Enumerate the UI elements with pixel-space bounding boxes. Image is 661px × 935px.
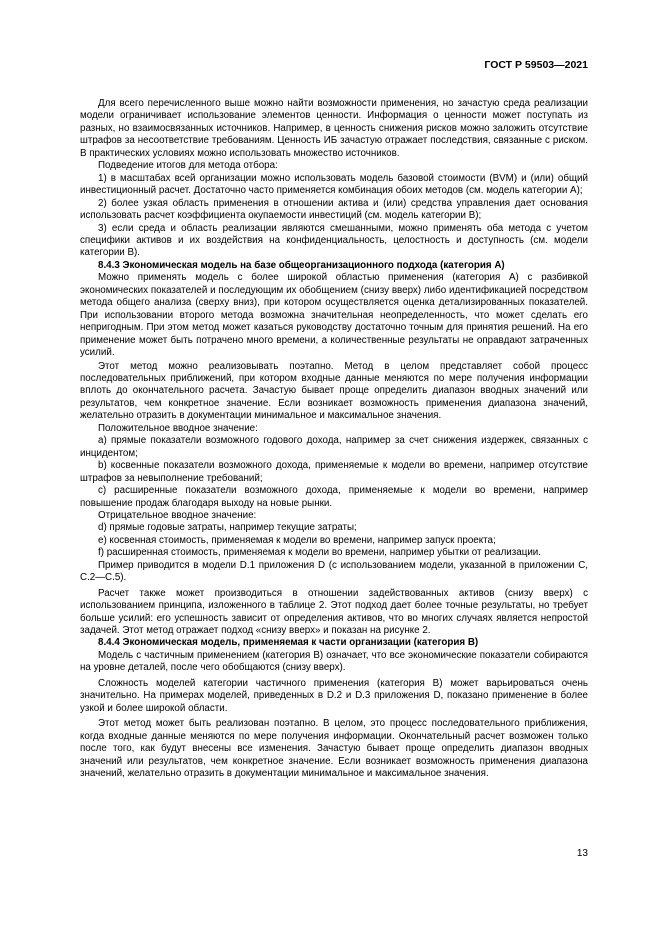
- list-item: f) расширенная стоимость, применяемая к модели во времени, например убытки от реализации.: [98, 547, 541, 559]
- page-body: [80, 98, 588, 780]
- paragraph: Отрицательное вводное значение:: [98, 509, 257, 521]
- paragraph: Этот метод может быть реализован поэтапно. В целом, это процесс последовательного приближения, когда входные данные меняются по мере получения информации. Окончательный расчет возможен только после того, как будут внесены все изменения. Зачастую бывает проще определить диапазон вводных значений или результатов, чем конкретное значение. Если возникает возможность применения диапазона значений, желательно отразить в документации минимальное и максимальное значения.: [80, 718, 588, 780]
- paragraph: Сложность моделей категории частичного применения (категория В) может варьироваться очень значительно. На примерах моделей, приведенных в D.2 и D.3 приложения D, показано применение в более узкой и более широкой области.: [80, 677, 588, 714]
- paragraph: Положительное вводное значение:: [98, 422, 258, 434]
- list-item: c) расширенные показатели возможного дохода, применяемые к модели во времени, например повышение продаж благодаря выходу на новые рынки.: [80, 485, 588, 509]
- list-item: e) косвенная стоимость, применяемая к модели во времени, например запуск проекта;: [98, 534, 496, 546]
- list-item: a) прямые показатели возможного годового дохода, например за счет снижения издержек, связанных с инцидентом;: [80, 435, 588, 459]
- list-item: 2) более узкая область применения в отношении актива и (или) средства управления дает основания использовать расчет коэффициента окупаемости инвестиций (см. модель категории В);: [80, 197, 588, 222]
- document-id-header: ГОСТ Р 59503—2021: [484, 59, 588, 71]
- page-number: 13: [576, 848, 588, 859]
- paragraph: Подведение итогов для метода отбора:: [98, 160, 278, 172]
- section-heading: 8.4.4 Экономическая модель, применяемая к части организации (категория В): [98, 637, 479, 649]
- paragraph: Для всего перечисленного выше можно найти возможности применения, но зачастую среда реализации модели ограничивает использование элементов ценности. Информация о ценности может поступать из разных, но взаимосвязанных источников. Например, в ценность снижения рисков можно заложить отсутствие штрафов за несоответствие требованиям. Ценность ИБ зачастую отражает последствия, связанные с риском. В практических условиях можно использовать множество источников.: [80, 98, 588, 159]
- list-item: b) косвенные показатели возможного дохода, применяемые к модели во времени, например отсутствие штрафов за невыполнение требований;: [80, 460, 588, 484]
- list-item: d) прямые годовые затраты, например текущие затраты;: [98, 522, 357, 534]
- paragraph: Пример приводится в модели D.1 приложения D (с использованием модели, указанной в приложении С, С.2—С.5).: [80, 559, 588, 584]
- paragraph: Модель с частичным применением (категория В) означает, что все экономические показатели собираются на уровне деталей, после чего обобщаются (снизу вверх).: [80, 649, 588, 674]
- list-item: 1) в масштабах всей организации можно использовать модель базовой стоимости (BVM) и (или) общий инвестиционный расчет. Достаточно часто применяется комбинация обоих методов (см. модель категории А);: [80, 172, 588, 197]
- paragraph: Расчет также может производиться в отношении задействованных активов (снизу вверх) с использованием принципа, изложенного в таблице 2. Этот подход дает более точные результаты, но требует больше усилий: его успешность зависит от определения активов, что во многих случаях является непростой задачей. Этот метод отражает подход «снизу вверх» и показан на рисунке 2.: [80, 587, 588, 637]
- paragraph: Можно применять модель с более широкой областью применения (категория А) с разбивкой экономических показателей и последующим их обобщением (снизу вверх) либо идентификацией посредством метода общего анализа (сверху вниз), при котором осуществляется оценка детализированных показателей. При использовании второго метода возможна значительная неопределенность, что может сделать его непригодным. При этом метод может казаться руководству достаточно точным для принятия решений. На его применение может быть потрачено много времени, а количественные результаты не оправдают затраченных усилий.: [80, 272, 588, 359]
- section-heading: 8.4.3 Экономическая модель на базе общеорганизационного подхода (категория А): [98, 259, 505, 271]
- list-item: 3) если среда и область реализации являются смешанными, можно применять оба метода с учетом специфики активов и их воздействия на конфиденциальность, целостность и доступность (см. модели категории В).: [80, 222, 588, 259]
- paragraph: Этот метод можно реализовывать поэтапно. Метод в целом представляет собой процесс последовательных приближений, при котором входные данные меняются по мере получения информации вплоть до окончательного расчета. Зачастую бывает проще определить диапазон вводных значений или результатов, чем конкретное значение. Если возникает возможность применения диапазона значений, желательно отразить в документации минимальное и максимальное значения.: [80, 360, 588, 422]
